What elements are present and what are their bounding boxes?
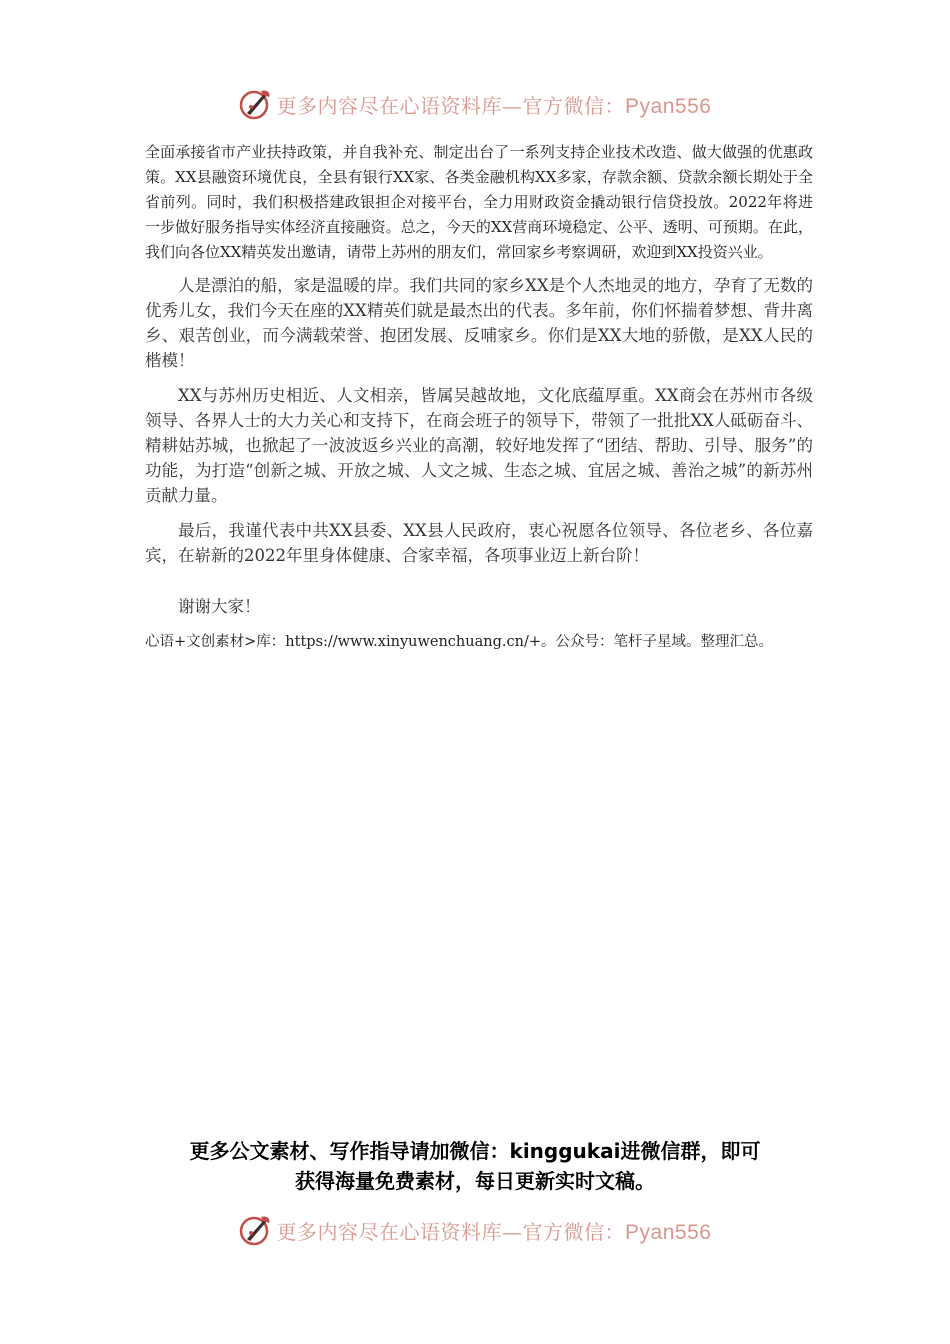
footer-promo-line1: 更多公文素材、写作指导请加微信：kinggukai进微信群，即可 [189,1139,761,1163]
paragraph-suzhou: XX与苏州历史相近、人文相亲，皆属吴越故地，文化底蕴厚重。XX商会在苏州市各级领导、各界人士的大力关心和支持下，在商会班子的领导下，带领了一批批XX人砥砺奋斗、精耕姑苏城，也掀起了一波波返乡兴业的高潮，较好地发挥了“团结、帮助、引导、服务”的功能，为打造“创新之城、开放之城、人文之城、生态之城、宜居之城、善治之城”的新苏州贡献力量。 [145,386,813,505]
footer-banner-text: 更多内容尽在心语资料库—官方微信：Pyan556 [276,1219,712,1244]
quill-logo-icon [239,1213,273,1247]
quill-logo-icon [239,87,273,121]
paragraph-wishes: 最后，我谨代表中共XX县委、XX县人民政府，衷心祝愿各位领导、各位老乡、各位嘉宾，在崭新的2022年里身体健康、合家幸福，各项事业迈上新台阶！ [145,521,813,565]
header-banner [0,84,950,124]
header-banner-text: 更多内容尽在心语资料库—官方微信：Pyan556 [276,93,712,118]
source-note: 心语+文创素材>库：https://www.xinyuwenchuang.cn/+。公众号：笔杆子星域。整理汇总。 [145,634,773,650]
paragraph-policy: 全面承接省市产业扶持政策，并自我补充、制定出台了一系列支持企业技术改造、做大做强的优惠政策。XX县融资环境优良，全县有银行XX家、各类金融机构XX多家，存款余额、贷款余额长期处于全省前列。同时，我们积极搭建政银担企对接平台，全力用财政资金撬动银行信贷投放。2022年将进一步做好服务指导实体经济直接融资。总之，今天的XX营商环境稳定、公平、透明、可预期。在此，我们向各位XX精英发出邀请，请带上苏州的朋友们，常回家乡考察调研，欢迎到XX投资兴业。 [145,143,813,261]
paragraph-hometown: 人是漂泊的船，家是温暖的岸。我们共同的家乡XX是个人杰地灵的地方，孕育了无数的优秀儿女，我们今天在座的XX精英们就是最杰出的代表。多年前，你们怀揣着梦想、背井离乡、艰苦创业，而今满载荣誉、抱团发展、反哺家乡。你们是XX大地的骄傲，是XX人民的楷模！ [145,276,813,370]
footer-banner [0,1210,950,1250]
header-banner-wechat: Pyan556 [625,94,712,118]
footer-promo-note [0,1136,950,1196]
footer-banner-wechat: Pyan556 [625,1220,712,1244]
footer-promo-line2: 获得海量免费素材，每日更新实时文稿。 [295,1169,655,1193]
paragraph-thanks: 谢谢大家！ [178,597,261,616]
document-body [145,140,813,653]
